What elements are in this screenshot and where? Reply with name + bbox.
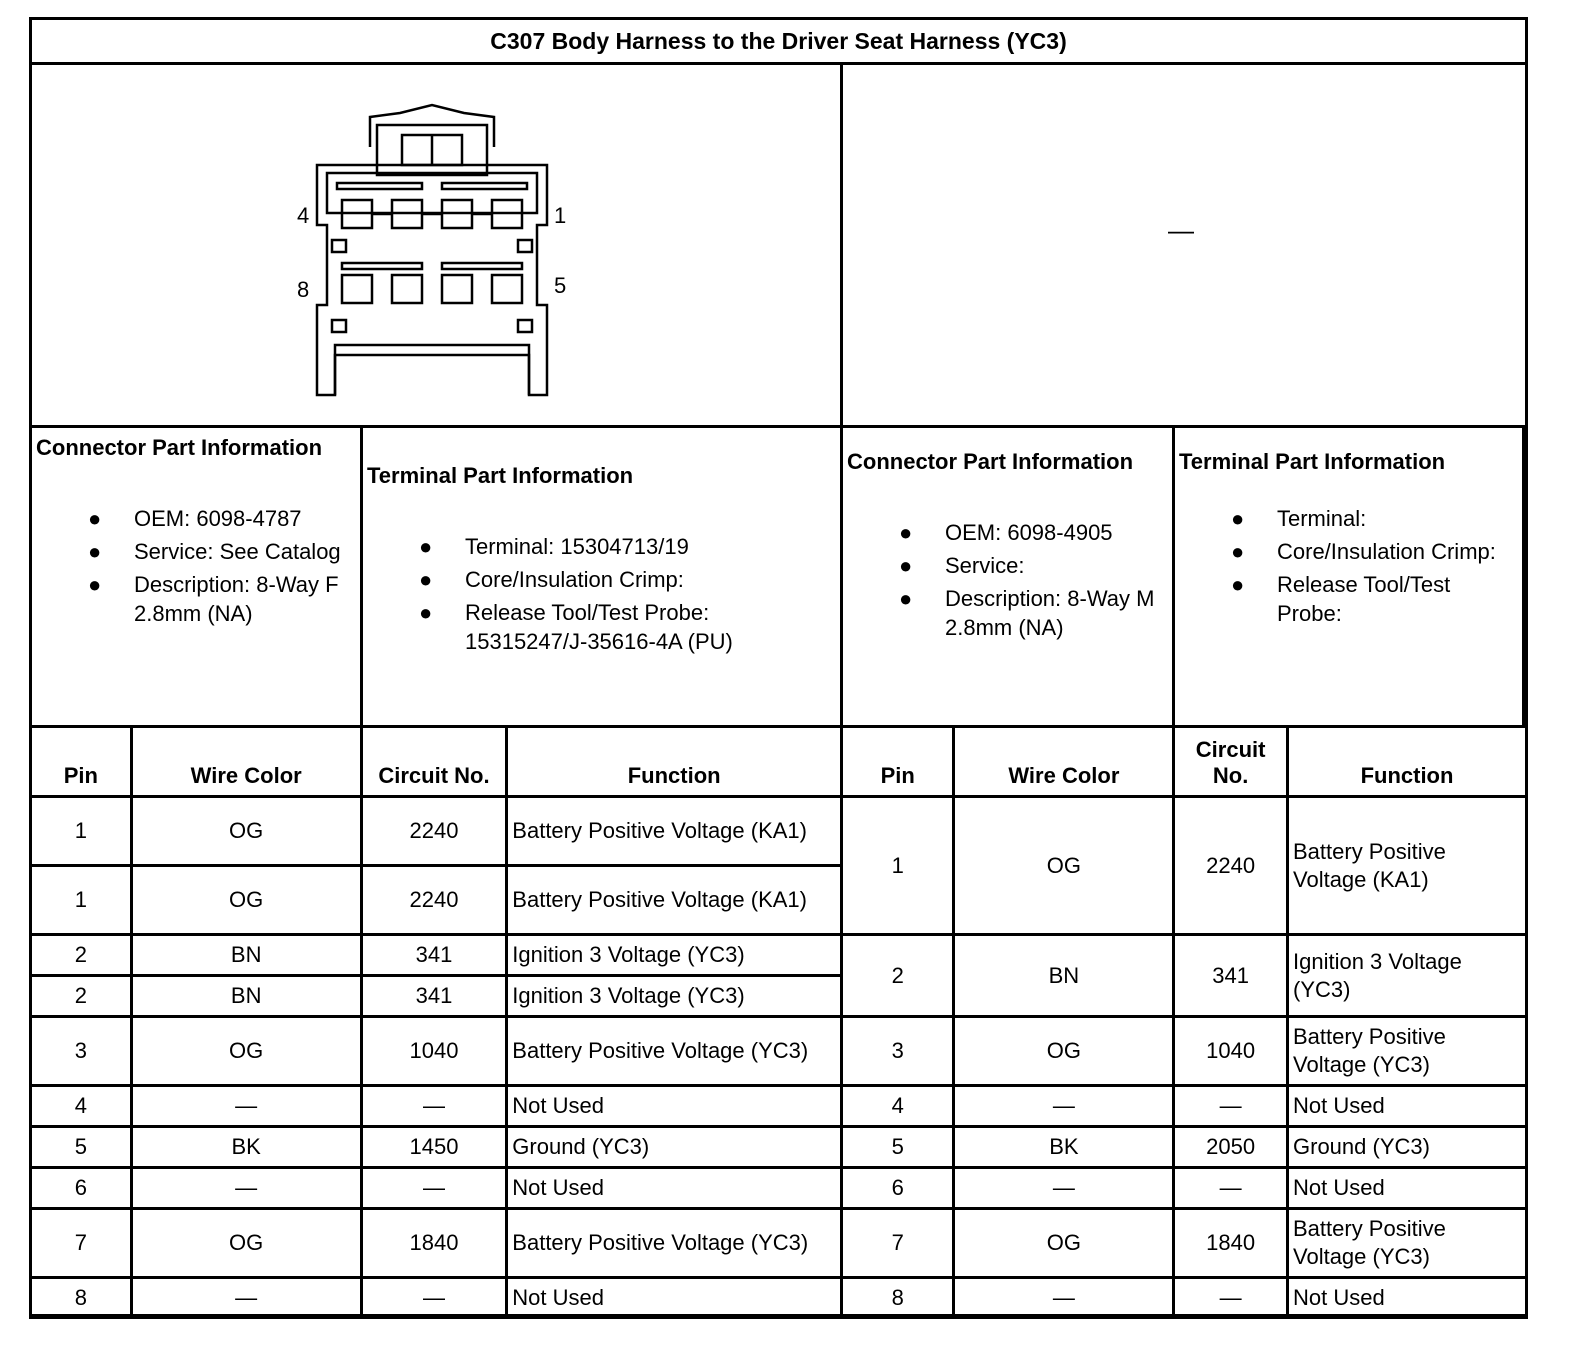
right-pinout-table bbox=[840, 725, 1528, 1319]
list-item: ● Description: 8-Way M 2.8mm (NA) bbox=[899, 586, 1155, 640]
table-row: 2 BN 341 Ignition 3 Voltage (YC3) bbox=[31, 976, 842, 1017]
table-row: 6 — — Not Used bbox=[842, 1168, 1527, 1209]
list-item: ● OEM: 6098-4787 bbox=[88, 506, 302, 531]
list-item: ● Terminal: bbox=[1231, 506, 1367, 531]
table-row: 3 OG 1040 Battery Positive Voltage (YC3) bbox=[31, 1017, 842, 1086]
table-row: 8 — — Not Used bbox=[842, 1278, 1527, 1318]
list-item: ● Service: bbox=[899, 553, 1025, 578]
column-header: Circuit No. bbox=[1174, 727, 1288, 797]
table-row: 7 OG 1840 Battery Positive Voltage (YC3) bbox=[31, 1209, 842, 1278]
pin-label-5: 5 bbox=[554, 273, 567, 298]
table-row: 2 BN 341 Ignition 3 Voltage (YC3) bbox=[842, 935, 1527, 1017]
table-row: 8 — — Not Used bbox=[31, 1278, 842, 1318]
table-row: 1 OG 2240 Battery Positive Voltage (KA1) bbox=[31, 797, 842, 866]
list-item: ● OEM: 6098-4905 bbox=[899, 520, 1113, 545]
list-item: ● Core/Insulation Crimp: bbox=[419, 567, 684, 592]
left-connector-info bbox=[32, 425, 363, 725]
column-header: Wire Color bbox=[954, 727, 1174, 797]
right-connector-info bbox=[843, 425, 1175, 725]
column-header: Pin bbox=[842, 727, 954, 797]
list-item: ● Terminal: 15304713/19 bbox=[419, 534, 689, 559]
column-header: Function bbox=[507, 727, 842, 797]
list-item: ● Release Tool/Test Probe: 15315247/J-35616-4A (PU) bbox=[419, 600, 733, 654]
right-terminal-info bbox=[1175, 425, 1525, 725]
table-row: 6 — — Not Used bbox=[31, 1168, 842, 1209]
diagram-placeholder: — bbox=[1168, 215, 1194, 245]
mating-connector-diagram bbox=[843, 65, 1525, 425]
left-terminal-heading: Terminal Part Information bbox=[367, 463, 634, 488]
table-row: 4 — — Not Used bbox=[31, 1086, 842, 1127]
connector-face-diagram bbox=[32, 65, 843, 425]
right-connector-heading: Connector Part Information bbox=[847, 449, 1134, 474]
pin-label-8: 8 bbox=[297, 277, 310, 302]
list-item: ● Release Tool/Test Probe: bbox=[1231, 572, 1451, 626]
connector-drawing bbox=[32, 65, 840, 425]
column-header: Wire Color bbox=[131, 727, 361, 797]
column-header: Function bbox=[1288, 727, 1527, 797]
pin-label-1: 1 bbox=[554, 203, 567, 228]
list-item: ● Core/Insulation Crimp: bbox=[1231, 539, 1496, 564]
table-row: 5 BK 2050 Ground (YC3) bbox=[842, 1127, 1527, 1168]
left-terminal-info bbox=[363, 425, 843, 725]
right-terminal-heading: Terminal Part Information bbox=[1179, 449, 1446, 474]
pin-label-4: 4 bbox=[297, 203, 310, 228]
list-item: ● Service: See Catalog bbox=[88, 539, 341, 564]
connector-sheet bbox=[29, 17, 1528, 1317]
page-title: C307 Body Harness to the Driver Seat Harness (YC3) bbox=[32, 20, 1525, 65]
table-row: 1 OG 2240 Battery Positive Voltage (KA1) bbox=[31, 866, 842, 935]
table-row: 5 BK 1450 Ground (YC3) bbox=[31, 1127, 842, 1168]
left-pinout-table bbox=[29, 725, 843, 1319]
table-row: 2 BN 341 Ignition 3 Voltage (YC3) bbox=[31, 935, 842, 976]
table-row: 7 OG 1840 Battery Positive Voltage (YC3) bbox=[842, 1209, 1527, 1278]
table-row: 4 — — Not Used bbox=[842, 1086, 1527, 1127]
column-header: Circuit No. bbox=[361, 727, 507, 797]
left-connector-heading: Connector Part Information bbox=[36, 435, 323, 460]
list-item: ● Description: 8-Way F 2.8mm (NA) bbox=[88, 572, 339, 626]
column-header: Pin bbox=[31, 727, 132, 797]
table-row: 1 OG 2240 Battery Positive Voltage (KA1) bbox=[842, 797, 1527, 935]
table-row: 3 OG 1040 Battery Positive Voltage (YC3) bbox=[842, 1017, 1527, 1086]
